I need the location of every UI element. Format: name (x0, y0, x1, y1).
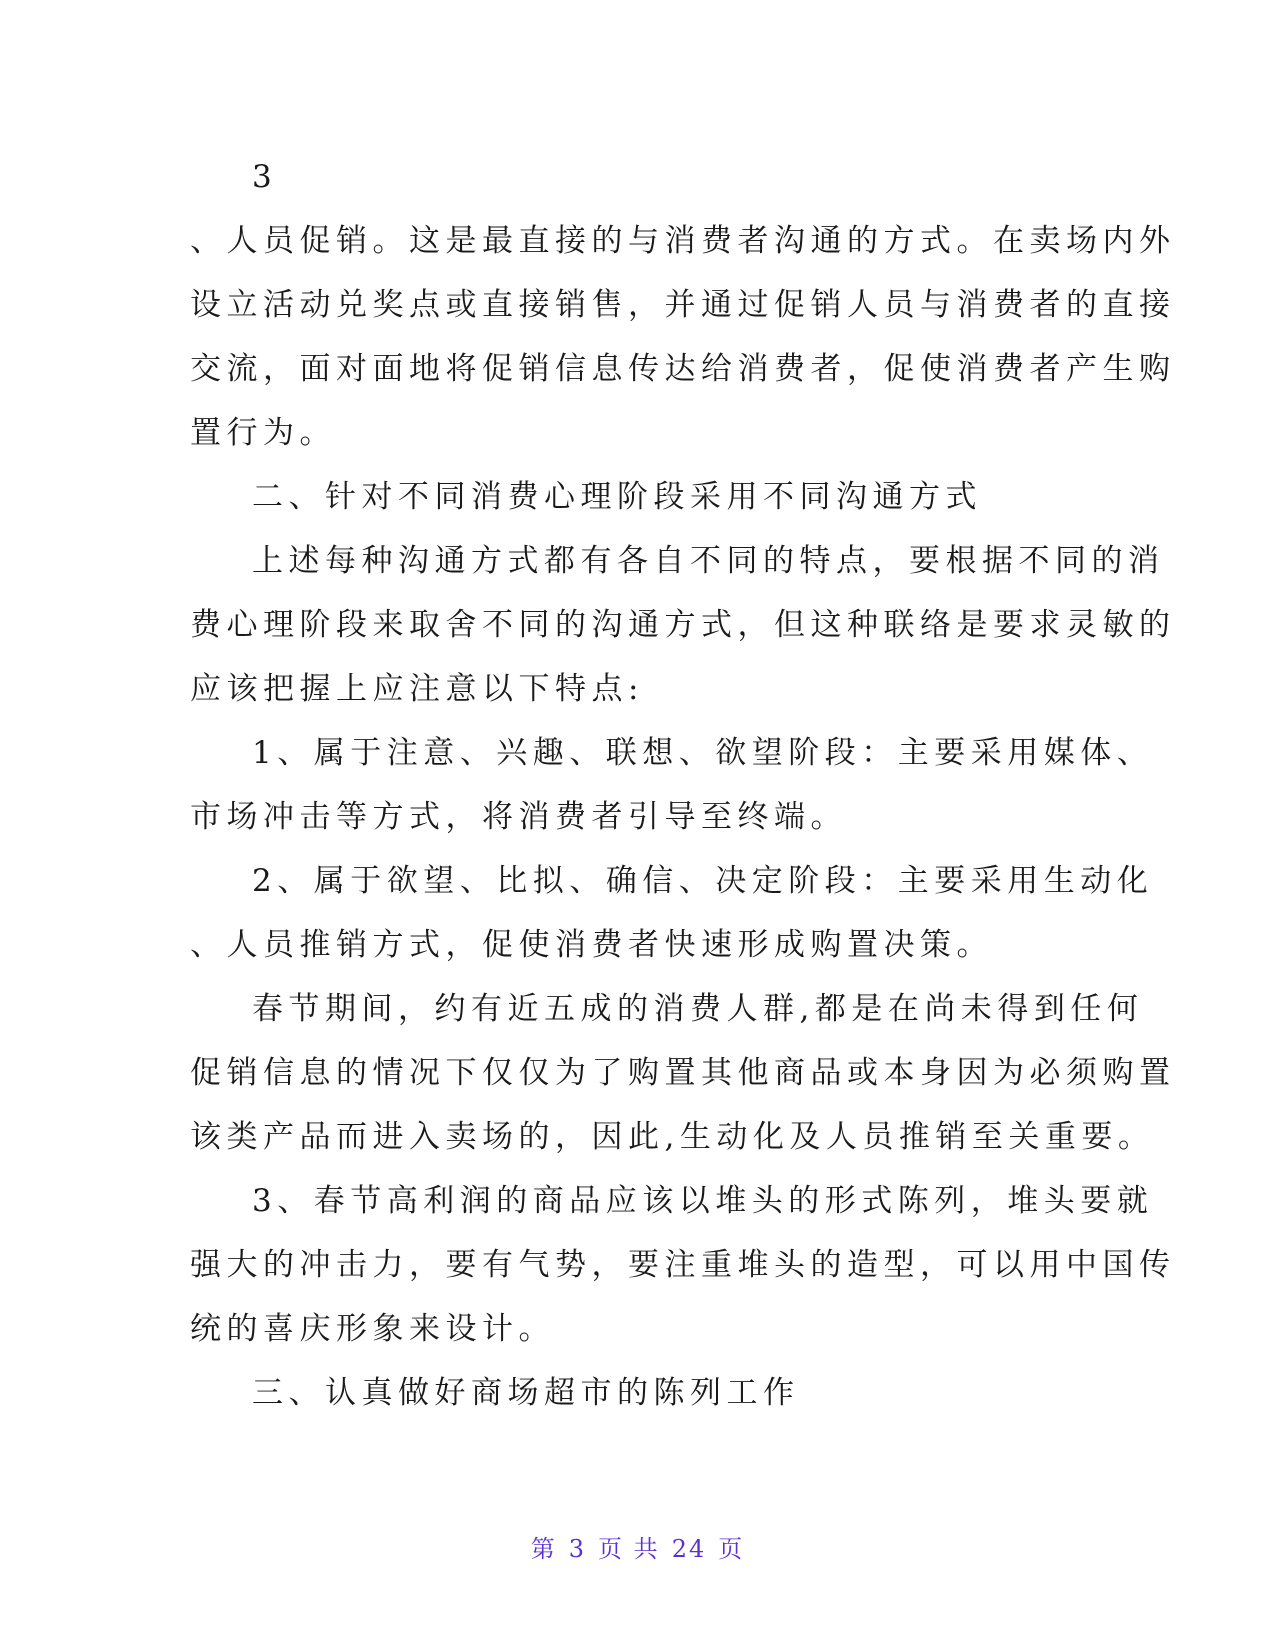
section-heading: 二、针对不同消费心理阶段采用不同沟通方式 (252, 479, 982, 515)
list-item: 2、属于欲望、比拟、确信、决定阶段：主要采用生动化 (252, 863, 1154, 899)
text-line: 促销信息的情况下仅仅为了购置其他商品或本身因为必须购置 (190, 1055, 1176, 1091)
text-line: 统的喜庆形象来设计。 (190, 1311, 555, 1347)
footer-current-page: 3 (568, 1535, 587, 1563)
footer-prefix: 第 (530, 1535, 557, 1563)
text-line: 设立活动兑奖点或直接销售，并通过促销人员与消费者的直接 (190, 287, 1176, 323)
section-heading: 三、认真做好商场超市的陈列工作 (252, 1375, 800, 1411)
list-item: 3、春节高利润的商品应该以堆头的形式陈列，堆头要就 (252, 1183, 1154, 1219)
footer-suffix: 页 (718, 1535, 745, 1563)
footer-middle: 页 共 (598, 1535, 660, 1563)
document-body (190, 145, 1176, 1425)
text-line: 置行为。 (190, 415, 336, 451)
text-line: 3 (252, 159, 278, 195)
text-line: 强大的冲击力，要有气势，要注重堆头的造型，可以用中国传 (190, 1247, 1176, 1283)
footer-total-pages: 24 (671, 1535, 707, 1563)
text-line: 上述每种沟通方式都有各自不同的特点，要根据不同的消 (252, 543, 1165, 579)
text-line: 、人员促销。这是最直接的与消费者沟通的方式。在卖场内外 (190, 223, 1176, 259)
text-line: 该类产品而进入卖场的，因此,生动化及人员推销至关重要。 (190, 1119, 1155, 1155)
text-line: 春节期间，约有近五成的消费人群,都是在尚未得到任何 (252, 991, 1144, 1027)
page-footer (0, 1534, 1275, 1564)
text-line: 费心理阶段来取舍不同的沟通方式，但这种联络是要求灵敏的 (190, 607, 1176, 643)
text-line: 、人员推销方式，促使消费者快速形成购置决策。 (190, 927, 993, 963)
text-line: 市场冲击等方式，将消费者引导至终端。 (190, 799, 847, 835)
list-item: 1、属于注意、兴趣、联想、欲望阶段：主要采用媒体、 (252, 735, 1154, 771)
text-line: 应该把握上应注意以下特点: (190, 671, 644, 707)
text-line: 交流，面对面地将促销信息传达给消费者，促使消费者产生购 (190, 351, 1176, 387)
